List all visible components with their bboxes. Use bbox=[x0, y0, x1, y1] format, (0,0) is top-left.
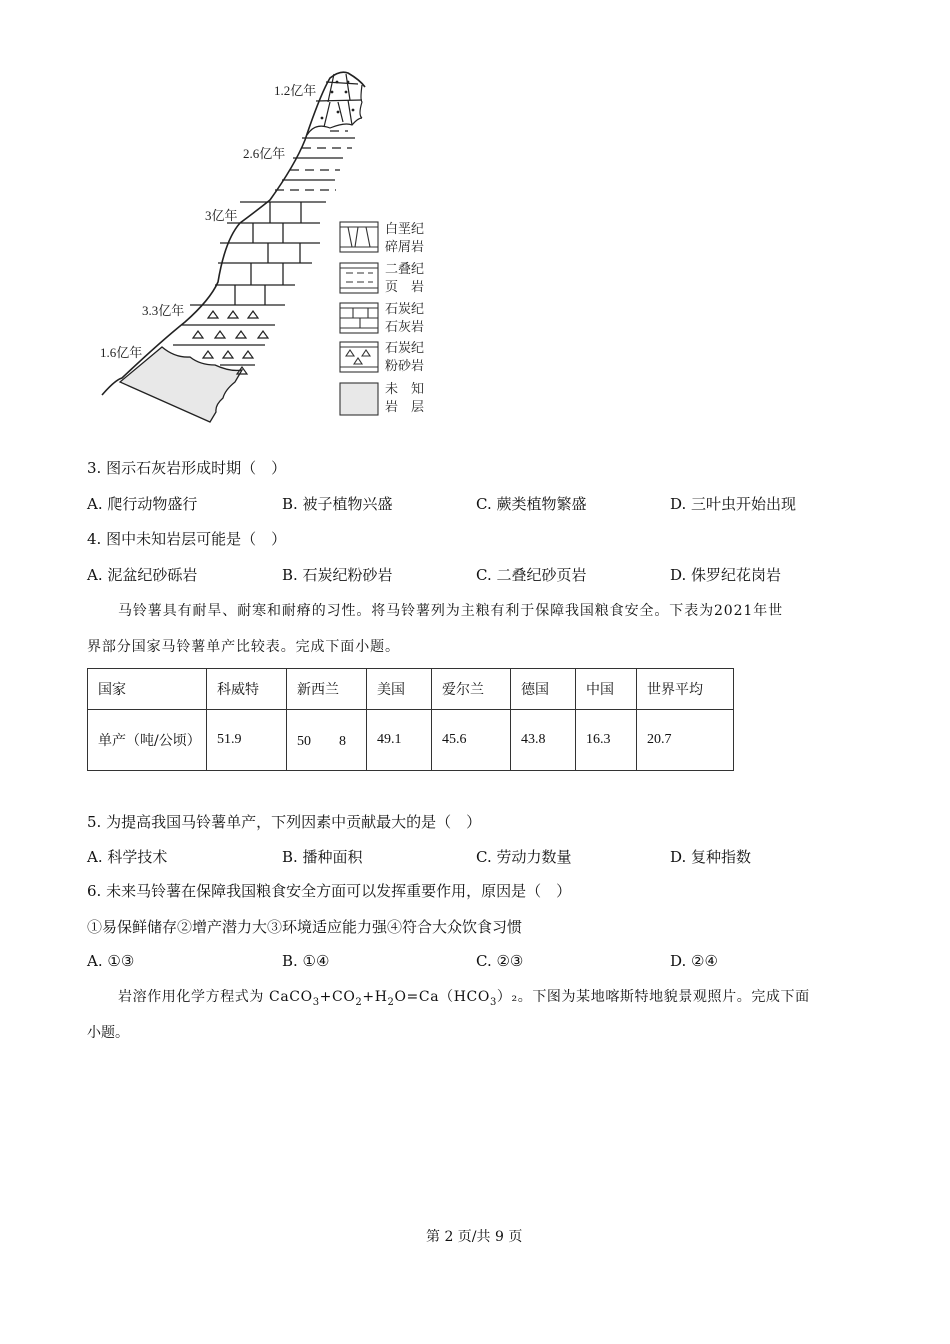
q6-option-a: A. ①③ bbox=[87, 952, 135, 970]
passage-karst-line1: 岩溶作用化学方程式为 $CaCO_3+CO_2+H_2O=Ca(HCO_3)_2$。下图为某地喀斯特地貌景观照片。完成下面 bbox=[118, 989, 810, 1008]
svg-text:碎屑岩: 碎屑岩 bbox=[385, 239, 425, 254]
q6-option-c: C. ②③ bbox=[476, 952, 524, 970]
potato-yield-table bbox=[87, 668, 734, 771]
q3-option-d: D. 三叶虫开始出现 bbox=[670, 495, 797, 513]
q4-option-c: C. 二叠纪砂页岩 bbox=[476, 566, 587, 584]
table-cell: 51.9 bbox=[207, 710, 287, 771]
table-header: 美国 bbox=[367, 669, 432, 710]
table-row-label: 单产（吨/公顷） bbox=[88, 710, 207, 771]
passage-potato-line1: 马铃薯具有耐旱、耐寒和耐瘠的习性。将马铃薯列为主粮有利于保障我国粮食安全。下表为2021年世 bbox=[118, 603, 784, 619]
svg-text:岩 层: 岩 层 bbox=[385, 399, 425, 414]
question-6-stem: 6. 未来马铃薯在保障我国粮食安全方面可以发挥重要作用，原因是（ ） bbox=[87, 882, 572, 900]
q4-option-a: A. 泥盆纪砂砾岩 bbox=[87, 566, 198, 584]
q5-option-c: C. 劳动力数量 bbox=[476, 848, 572, 866]
svg-text:石炭纪: 石炭纪 bbox=[385, 301, 425, 316]
question-6-statements: ①易保鲜储存②增产潜力大③环境适应能力强④符合大众饮食习惯 bbox=[87, 918, 523, 936]
q5-option-d: D. 复种指数 bbox=[670, 848, 752, 866]
table-header: 德国 bbox=[511, 669, 576, 710]
svg-text:粉砂岩: 粉砂岩 bbox=[385, 358, 425, 373]
table-header: 科威特 bbox=[207, 669, 287, 710]
legend-labels bbox=[385, 221, 424, 414]
question-5-stem: 5. 为提高我国马铃薯单产，下列因素中贡献最大的是（ ） bbox=[87, 813, 482, 831]
age-label: 2.6亿年 bbox=[243, 146, 286, 161]
svg-text:石灰岩: 石灰岩 bbox=[385, 319, 425, 334]
page-footer: 第 2 页/共 9 页 bbox=[426, 1229, 523, 1245]
age-label: 3.3亿年 bbox=[142, 303, 185, 318]
table-header-row bbox=[88, 669, 734, 710]
svg-text:白垩纪: 白垩纪 bbox=[385, 221, 425, 236]
passage-potato-line2: 界部分国家马铃薯单产比较表。完成下面小题。 bbox=[87, 639, 400, 655]
svg-text:石炭纪: 石炭纪 bbox=[385, 340, 425, 355]
q3-option-c: C. 蕨类植物繁盛 bbox=[476, 495, 587, 513]
q4-option-d: D. 侏罗纪花岗岩 bbox=[670, 566, 782, 584]
q3-option-b: B. 被子植物兴盛 bbox=[282, 495, 393, 513]
svg-text:页 岩: 页 岩 bbox=[385, 279, 425, 294]
shale-layer bbox=[275, 131, 355, 190]
q5-option-a: A. 科学技术 bbox=[87, 848, 168, 866]
table-cell: 16.3 bbox=[576, 710, 637, 771]
q3-option-a: A. 爬行动物盛行 bbox=[87, 495, 198, 513]
table-cell: 20.7 bbox=[637, 710, 734, 771]
table-header: 中国 bbox=[576, 669, 637, 710]
table-cell: 50 8 bbox=[287, 710, 367, 771]
rock-strata-diagram bbox=[90, 60, 450, 430]
age-label: 1.6亿年 bbox=[100, 345, 143, 360]
q4-option-b: B. 石炭纪粉砂岩 bbox=[282, 566, 393, 584]
q6-option-b: B. ①④ bbox=[282, 952, 330, 970]
q5-option-b: B. 播种面积 bbox=[282, 848, 363, 866]
question-4-stem: 4. 图中未知岩层可能是（ ） bbox=[87, 530, 287, 548]
svg-text:二叠纪: 二叠纪 bbox=[385, 261, 425, 276]
svg-text:未 知: 未 知 bbox=[385, 381, 425, 396]
age-label: 3亿年 bbox=[205, 208, 238, 223]
table-cell: 49.1 bbox=[367, 710, 432, 771]
q6-option-d: D. ②④ bbox=[670, 952, 718, 970]
legend bbox=[340, 222, 378, 415]
age-label: 1.2亿年 bbox=[274, 83, 317, 98]
table-cell: 45.6 bbox=[432, 710, 511, 771]
table-row bbox=[88, 710, 734, 771]
table-cell: 43.8 bbox=[511, 710, 576, 771]
table-header: 新西兰 bbox=[287, 669, 367, 710]
table-header: 国家 bbox=[88, 669, 207, 710]
table-header: 世界平均 bbox=[637, 669, 734, 710]
passage-karst-line2: 小题。 bbox=[87, 1025, 129, 1041]
table-header: 爱尔兰 bbox=[432, 669, 511, 710]
question-3-stem: 3. 图示石灰岩形成时期（ ） bbox=[87, 459, 287, 477]
